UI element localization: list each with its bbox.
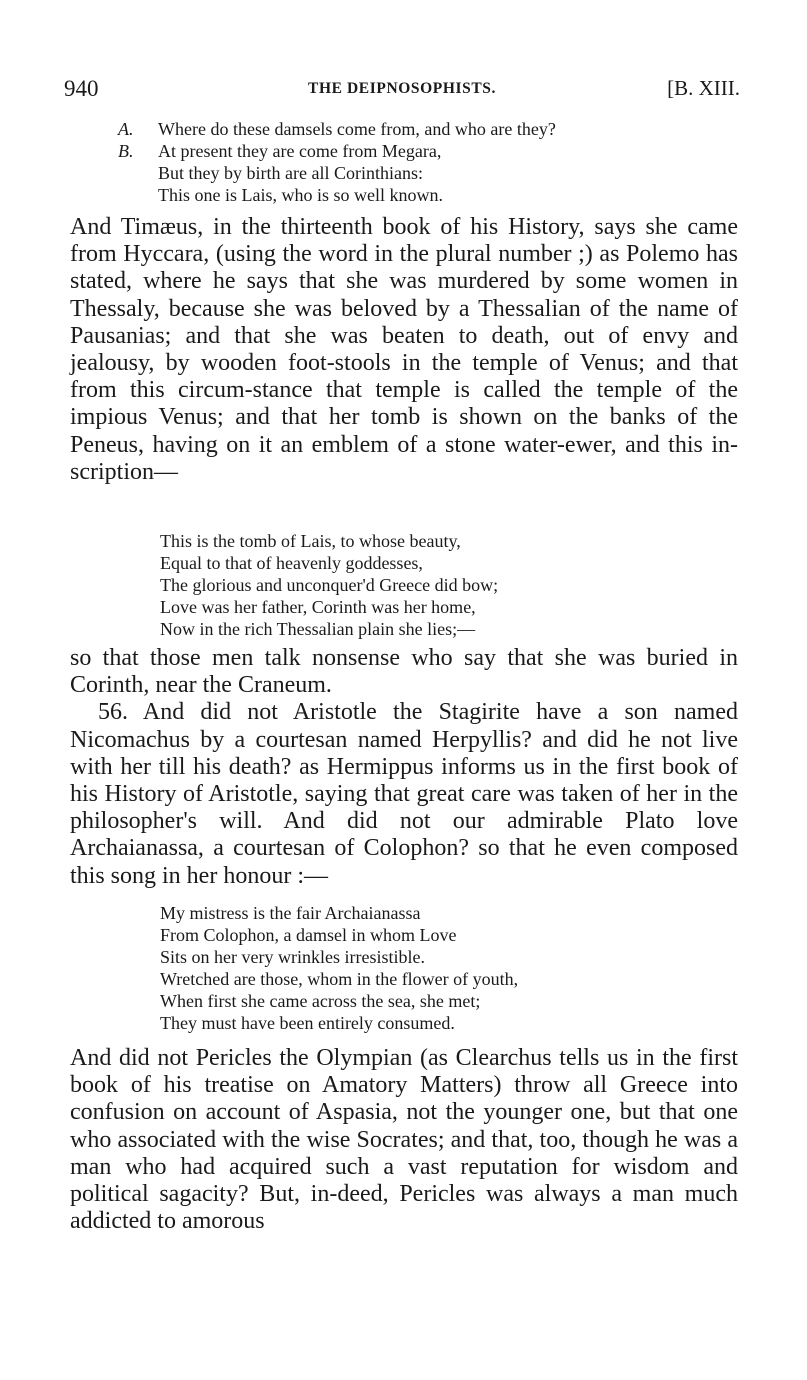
verse-line: Now in the rich Thessalian plain she lies;— bbox=[160, 619, 476, 639]
paragraph-craneum bbox=[70, 645, 738, 890]
dialogue-text: Where do these damsels come from, and who are they? bbox=[158, 119, 556, 139]
verse-line: Wretched are those, whom in the flower of youth, bbox=[160, 969, 519, 989]
verse-line: The glorious and unconquer'd Greece did bow; bbox=[160, 575, 499, 595]
verse-line: When first she came across the sea, she met; bbox=[160, 991, 481, 1011]
page-number: 940 bbox=[64, 76, 99, 101]
dialogue-text: But they by birth are all Corinthians: bbox=[158, 163, 423, 183]
running-title: THE DEIPNOSOPHISTS. bbox=[308, 80, 496, 97]
dialogue-text: This one is Lais, who is so well known. bbox=[158, 185, 443, 205]
book-reference: [B. XIII. bbox=[667, 76, 740, 100]
verse-line: This is the tomb of Lais, to whose beauty, bbox=[160, 531, 461, 551]
dialogue-line bbox=[118, 118, 556, 140]
page-header bbox=[64, 76, 740, 106]
verse-line: Love was her father, Corinth was her home, bbox=[160, 597, 476, 617]
dialogue-text: At present they are come from Megara, bbox=[158, 141, 442, 161]
speaker-label: B. bbox=[118, 141, 134, 161]
paragraph-text: so that those men talk nonsense who say that she was buried in Corinth, near the Craneum. bbox=[70, 645, 738, 699]
verse-line: From Colophon, a damsel in whom Love bbox=[160, 925, 457, 945]
paragraph-text: And Timæus, in the thirteenth book of his History, says she came from Hyccara, (using the word in the plural number ;) as Polemo has stated, where he says that she was murdered by some women in Thessaly, because she was beloved by a Thessalian of the name of Pausanias; and that she was beaten to death, out of envy and jealousy, by wooden foot-stools in the temple of Venus; and that from this circum-stance that temple is called the temple of the impious Venus; and that her tomb is shown on the banks of the Peneus, having on it an emblem of a stone water-ewer, and this in-scription— bbox=[70, 214, 738, 485]
paragraph-timaeus bbox=[70, 214, 738, 486]
paragraph-section-56: 56. And did not Aristotle the Stagirite have a son named Nicomachus by a courtesan named Herpyllis? and did he not live with her till his death? as Hermippus informs us in the first book of his History of Aristotle, saying that great care was taken of her in the philosopher's will. And did not our admirable Plato love Archaianassa, a courtesan of Colophon? so that he even composed this song in her honour :— bbox=[70, 699, 738, 889]
dialogue-line bbox=[118, 184, 556, 206]
paragraph-text: And did not Pericles the Olympian (as Clearchus tells us in the first book of his treatise on Amatory Matters) throw all Greece into confusion on account of Aspasia, not the younger one, but that one who associated with the wise Socrates; and that, too, though he was a man who had acquired such a vast reputation for wisdom and political sagacity? But, in-deed, Pericles was always a man much addicted to amorous bbox=[70, 1045, 738, 1235]
dialogue-line bbox=[118, 140, 556, 162]
verse-line: Equal to that of heavenly goddesses, bbox=[160, 553, 423, 573]
dialogue-line bbox=[118, 162, 556, 184]
verse-line: They must have been entirely consumed. bbox=[160, 1013, 455, 1033]
dialogue-quote bbox=[118, 118, 556, 206]
speaker-label: A. bbox=[118, 119, 134, 139]
verse-line: My mistress is the fair Archaianassa bbox=[160, 903, 421, 923]
paragraph-pericles bbox=[70, 1045, 738, 1235]
verse-archaianassa bbox=[160, 902, 518, 1034]
verse-line: Sits on her very wrinkles irresistible. bbox=[160, 947, 425, 967]
verse-epitaph bbox=[160, 530, 498, 640]
